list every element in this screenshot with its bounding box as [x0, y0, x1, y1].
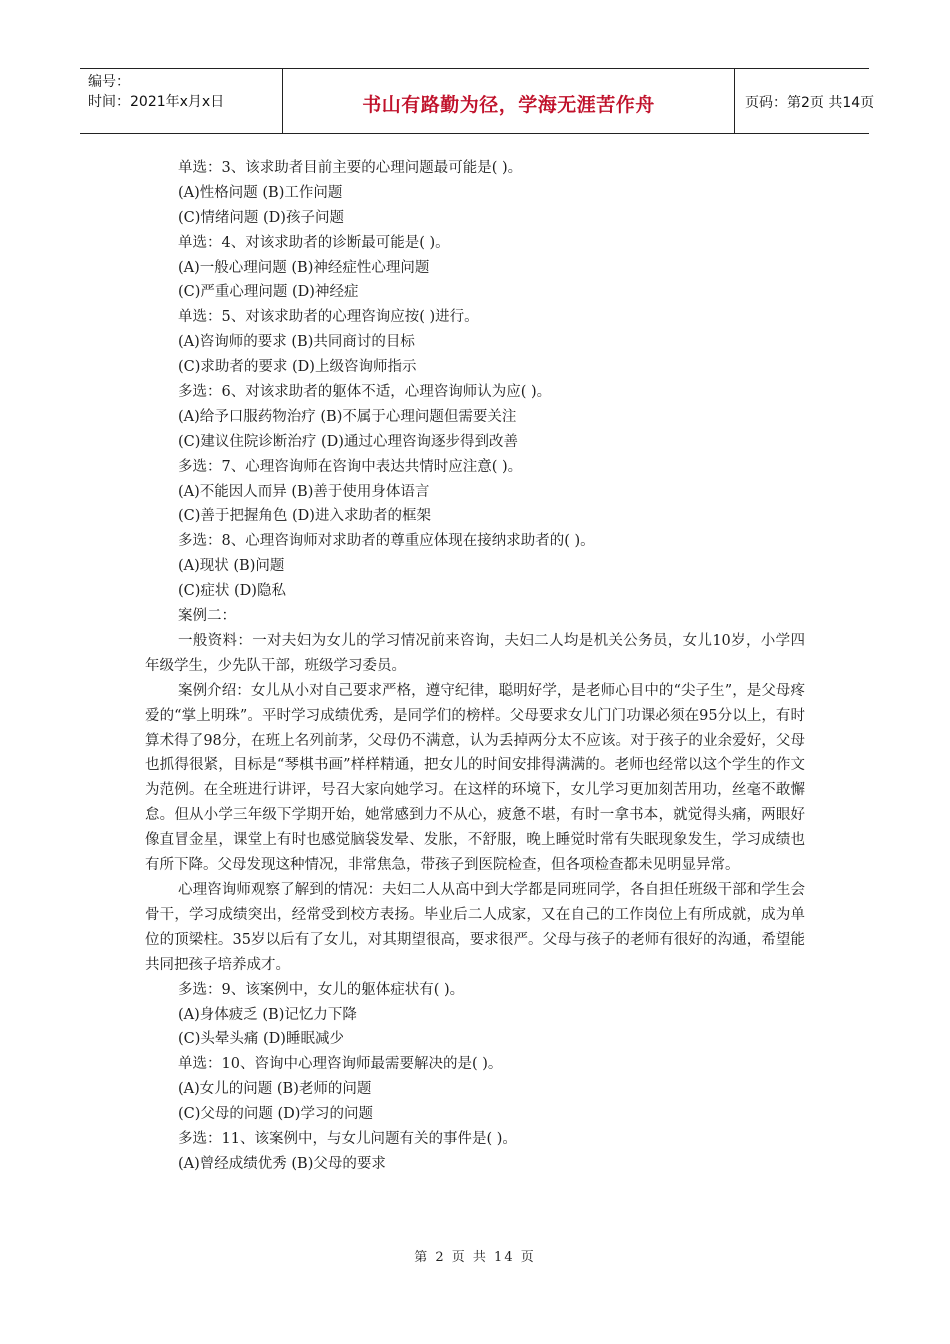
paragraph-case-intro: 案例介绍：女儿从小对自己要求严格，遵守纪律，聪明好学，是老师心目中的“尖子生”，是父母疼爱的“掌上明珠”。平时学习成绩优秀，是同学们的榜样。父母要求女儿门门功课必须在95分以上，有时算术得了98分，在班上名列前茅，父母仍不满意，认为丢掉两分太不应该。对于孩子的业余爱好，父母也抓得很紧，目标是“琴棋书画”样样精通，把女儿的时间安排得满满的。老师也经常以这个学生的作文为范例。在全班进行讲评，号召大家向她学习。在这样的环境下，女儿学习更加刻苦用功，丝毫不敢懈怠。但从小学三年级下学期开始，她常感到力不从心，疲惫不堪，有时一拿书本，就觉得头痛，两眼好像直冒金星，课堂上有时也感觉脑袋发晕、发胀，不舒服，晚上睡觉时常有失眠现象发生，学习成绩也有所下降。父母发现这种情况，非常焦急，带孩子到医院检查，但各项检查都未见明显异常。: [145, 682, 805, 874]
text-line: 多选：9、该案例中，女儿的躯体症状有( )。: [178, 981, 465, 998]
text-line: (A)身体疲乏 (B)记忆力下降: [178, 1006, 357, 1023]
paragraph-general-info: 一般资料：一对夫妇为女儿的学习情况前来咨询，夫妇二人均是机关公务员，女儿10岁，小学四年级学生，少先队干部，班级学习委员。: [145, 632, 805, 674]
text-line: (C)善于把握角色 (D)进入求助者的框架: [178, 508, 431, 525]
text-line: (C)头晕头痛 (D)睡眠减少: [178, 1031, 344, 1048]
slogan: 书山有路勤为径，学海无涯苦作舟: [362, 94, 655, 116]
header-meta-cell: [80, 69, 283, 133]
paragraph-counselor-observation: 心理咨询师观察了解到的情况：夫妇二人从高中到大学都是同班同学，各自担任班级干部和学生会骨干，学习成绩突出，经常受到校方表扬。毕业后二人成家，又在自己的工作岗位上有所成就，成为单位的顶梁柱。35岁以后有了女儿，对其期望很高，要求很严。父母与孩子的老师有很好的沟通，希望能共同把孩子培养成才。: [145, 881, 805, 973]
text-line: (A)给予口服药物治疗 (B)不属于心理问题但需要关注: [178, 408, 517, 425]
text-line: (A)性格问题 (B)工作问题: [178, 184, 343, 201]
text-line: (C)父母的问题 (D)学习的问题: [178, 1106, 373, 1123]
page-info: 页码：第2页 共14页: [745, 95, 875, 111]
text-line: 单选：3、该求助者目前主要的心理问题最可能是( )。: [178, 160, 523, 176]
text-line: (C)情绪问题 (D)孩子问题: [178, 209, 344, 226]
text-line: (A)曾经成绩优秀 (B)父母的要求: [178, 1155, 386, 1172]
question-lines: [145, 156, 805, 629]
text-line: (A)不能因人而异 (B)善于使用身体语言: [178, 483, 430, 500]
page-footer: 第 2 页 共 14 页: [414, 1250, 536, 1265]
text-line: (C)症状 (D)隐私: [178, 583, 286, 600]
text-line: (A)现状 (B)问题: [178, 558, 285, 575]
text-line: 单选：10、咨询中心理咨询师最需要解决的是( )。: [178, 1056, 503, 1073]
text-line: 多选：11、该案例中，与女儿问题有关的事件是( )。: [178, 1130, 517, 1147]
document-body: [145, 156, 805, 1177]
text-line: (C)严重心理问题 (D)神经症: [178, 284, 359, 301]
text-line: 多选：6、对该求助者的躯体不适，心理咨询师认为应( )。: [178, 384, 552, 401]
text-line: 单选：5、对该求助者的心理咨询应按( )进行。: [178, 309, 479, 326]
header-slogan-cell: [283, 69, 735, 133]
date-label: 时间：2021年x月x日: [88, 94, 225, 110]
text-line: 多选：7、心理咨询师在咨询中表达共情时应注意( )。: [178, 458, 523, 475]
text-line: (A)咨询师的要求 (B)共同商讨的目标: [178, 334, 415, 351]
text-line: 案例二：: [178, 608, 236, 625]
number-label: 编号：: [88, 74, 130, 90]
text-line: (C)建议住院诊断治疗 (D)通过心理咨询逐步得到改善: [178, 433, 518, 450]
header-page-cell: [735, 69, 875, 133]
text-line: (C)求助者的要求 (D)上级咨询师指示: [178, 359, 417, 376]
text-line: (A)一般心理问题 (B)神经症性心理问题: [178, 259, 430, 276]
text-line: 多选：8、心理咨询师对求助者的尊重应体现在接纳求助者的( )。: [178, 533, 595, 550]
page-header: [80, 68, 875, 134]
question-lines-after: [145, 978, 805, 1177]
text-line: 单选：4、对该求助者的诊断最可能是( )。: [178, 234, 450, 251]
text-line: (A)女儿的问题 (B)老师的问题: [178, 1081, 372, 1098]
